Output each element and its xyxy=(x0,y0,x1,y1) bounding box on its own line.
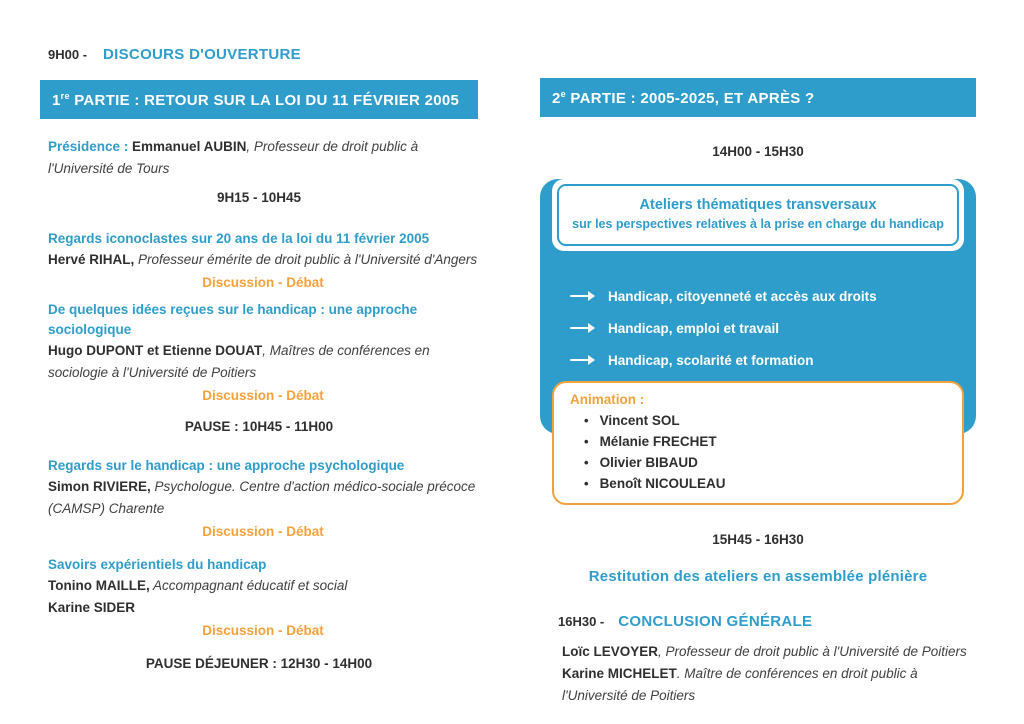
discussion-debat-label: Discussion - Débat xyxy=(202,275,324,290)
session-title: Savoirs expérientiels du handicap xyxy=(48,557,267,572)
part1-title: PARTIE : RETOUR SUR LA LOI DU 11 FÉVRIER 2005 xyxy=(69,92,460,109)
lunch-pause-label: PAUSE DÉJEUNER : 12H30 - 14H00 xyxy=(145,656,373,671)
part1-banner xyxy=(40,80,478,119)
opening-time: 9H00 - xyxy=(48,47,88,62)
atelier-item xyxy=(570,287,966,305)
conclusion-heading xyxy=(558,613,976,633)
bullet-icon: • xyxy=(584,413,589,428)
conclusion-speakers xyxy=(562,641,976,707)
speaker-line xyxy=(562,641,976,663)
session-title: Regards sur le handicap : une approche psychologique xyxy=(48,458,405,473)
speaker-role: , Maîtres de conférences en sociologie à l'Université de Poitiers xyxy=(48,343,430,380)
speaker-name: Karine MICHELET xyxy=(562,666,677,681)
restitution-title: Restitution des ateliers en assemblée plénière xyxy=(588,568,928,585)
ateliers-header-inner xyxy=(557,184,959,246)
ateliers-title: Ateliers thématiques transversaux xyxy=(639,197,877,213)
speaker-line xyxy=(48,476,478,520)
part2-ordinal: e xyxy=(560,89,566,99)
presidence-role: , Professeur de droit public à l'Université de Tours xyxy=(48,139,419,176)
left-column xyxy=(40,0,478,671)
discussion-debat-label: Discussion - Débat xyxy=(202,623,324,638)
pause-label: PAUSE : 10H45 - 11H00 xyxy=(184,419,334,434)
speaker-name: Hervé RIHAL, xyxy=(48,252,135,267)
animation-label: Animation : xyxy=(570,392,645,407)
speaker-line xyxy=(48,249,478,271)
ateliers-list xyxy=(540,263,976,369)
time-slot-restitution: 15H45 - 16H30 xyxy=(712,532,804,547)
ateliers-subtitle: sur les perspectives relatives à la prise en charge du handicap xyxy=(572,217,944,231)
arrow-icon xyxy=(570,359,592,362)
part2-banner xyxy=(540,78,976,117)
speaker-name: Loïc LEVOYER xyxy=(562,644,659,659)
presidence-line xyxy=(48,136,478,180)
atelier-item xyxy=(570,319,966,337)
session-idees-recues xyxy=(48,300,478,405)
arrow-icon xyxy=(570,327,592,330)
speaker-role: , Professeur de droit public à l'Université de Poitiers xyxy=(658,644,967,659)
session-title: De quelques idées reçues sur le handicap : une approche sociologique xyxy=(48,302,418,337)
part1-number: 1 xyxy=(52,92,61,109)
ateliers-header-box xyxy=(552,179,964,251)
opening-speech-line xyxy=(48,46,478,66)
speaker-name: Karine SIDER xyxy=(48,600,136,615)
bullet-icon: • xyxy=(584,434,589,449)
discussion-debat-label: Discussion - Débat xyxy=(202,524,324,539)
animator-item xyxy=(570,432,946,451)
atelier-item-label: Handicap, emploi et travail xyxy=(608,320,780,336)
session-approche-psychologique xyxy=(48,456,478,541)
speaker-role: Professeur émérite de droit public à l'Université d'Angers xyxy=(134,252,478,267)
animator-name: Vincent SOL xyxy=(599,413,680,428)
presidence-name: Emmanuel AUBIN xyxy=(132,139,247,154)
speaker-line xyxy=(48,340,478,384)
bullet-icon: • xyxy=(584,455,589,470)
time-slot-morning: 9H15 - 10H45 xyxy=(216,190,302,205)
animator-name: Olivier BIBAUD xyxy=(599,455,698,470)
atelier-item xyxy=(570,351,966,369)
animator-name: Mélanie FRECHET xyxy=(599,434,717,449)
atelier-item-label: Handicap, scolarité et formation xyxy=(608,352,814,368)
speaker-name: Simon RIVIERE, xyxy=(48,479,151,494)
part2-title: PARTIE : 2005-2025, ET APRÈS ? xyxy=(565,90,815,107)
animator-item xyxy=(570,411,946,430)
speaker-line xyxy=(48,575,478,597)
conclusion-time: 16H30 - xyxy=(558,614,605,629)
speaker-line xyxy=(562,663,976,707)
animator-name: Benoît NICOULEAU xyxy=(599,476,726,491)
time-slot-afternoon: 14H00 - 15H30 xyxy=(712,144,804,159)
conclusion-title: CONCLUSION GÉNÉRALE xyxy=(618,613,813,630)
animation-box xyxy=(552,381,964,505)
part1-ordinal: re xyxy=(60,91,70,101)
session-savoirs-experientiels xyxy=(48,555,478,640)
speaker-line xyxy=(48,597,478,619)
part2-number: 2 xyxy=(552,90,561,107)
atelier-item-label: Handicap, citoyenneté et accès aux droits xyxy=(608,288,877,304)
animator-item xyxy=(570,474,946,493)
right-column xyxy=(540,0,976,707)
arrow-icon xyxy=(570,295,592,298)
speaker-role: Accompagnant éducatif et social xyxy=(149,578,348,593)
opening-title: DISCOURS D'OUVERTURE xyxy=(103,46,301,63)
bullet-icon: • xyxy=(584,476,589,491)
speaker-role: . Maître de conférences en droit public à l'Université de Poitiers xyxy=(562,666,918,703)
session-title: Regards iconoclastes sur 20 ans de la loi du 11 février 2005 xyxy=(48,231,430,246)
discussion-debat-label: Discussion - Débat xyxy=(202,388,324,403)
animator-item xyxy=(570,453,946,472)
animator-list xyxy=(570,411,946,493)
speaker-role: Psychologue. Centre d'action médico-sociale précoce (CAMSP) Charente xyxy=(48,479,476,516)
speaker-name: Hugo DUPONT et Etienne DOUAT xyxy=(48,343,263,358)
speaker-name: Tonino MAILLE, xyxy=(48,578,150,593)
session-regards-iconoclastes xyxy=(48,229,478,292)
presidence-label: Présidence : xyxy=(48,139,133,154)
